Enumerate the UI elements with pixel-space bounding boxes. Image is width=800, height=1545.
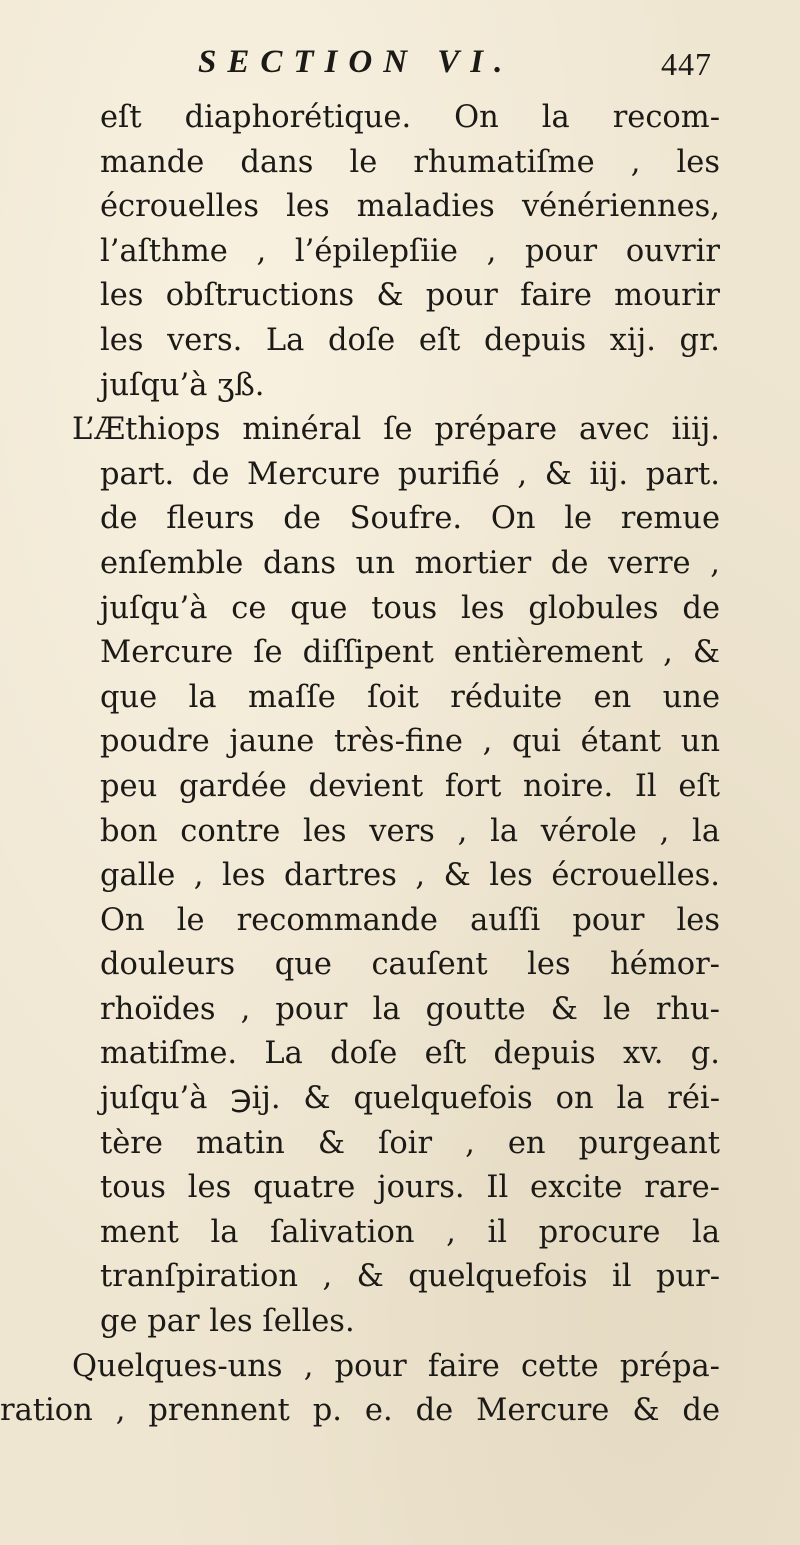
- text-line: tranſpiration , & quelquefois il pur-: [100, 1259, 720, 1295]
- text-line: bon contre les vers , la vérole , la: [100, 813, 720, 849]
- text-line: juſqu’à ʒß.: [100, 367, 265, 403]
- text-line: eſt diaphorétique. On la recom-: [100, 100, 720, 135]
- paragraph-start-line: L’Æthiops minéral ſe prépare avec iiij.: [72, 412, 720, 448]
- text-line: mande dans le rhumatiſme , les: [100, 144, 720, 180]
- text-line: ment la ſalivation , il procure la: [100, 1214, 720, 1250]
- text-line: enſemble dans un mortier de verre ,: [100, 545, 720, 581]
- text-line: rhoïdes , pour la goutte & le rhu-: [100, 991, 720, 1027]
- text-line: tère matin & ſoir , en purgeant: [100, 1125, 720, 1161]
- text-line: matiſme. La doſe eſt depuis xv. g.: [100, 1036, 720, 1072]
- text-line: ge par les ſelles.: [100, 1304, 355, 1340]
- running-head: [198, 44, 718, 94]
- text-line: les obſtructions & pour faire mourir: [100, 278, 720, 314]
- text-line: ration , prennent p. e. de Mercure & de: [0, 1393, 720, 1429]
- text-line: Mercure ſe diſſipent entièrement , &: [100, 635, 720, 671]
- text-line: part. de Mercure purifié , & iij. part.: [100, 456, 720, 492]
- text-line: juſqu’à ce que tous les globules de: [100, 590, 720, 626]
- text-line: On le recommande auſſi pour les: [100, 902, 720, 938]
- text-line: de fleurs de Soufre. On le remue: [100, 501, 720, 537]
- page-number: 447: [661, 46, 712, 82]
- text-line: les vers. La doſe eſt depuis xij. gr.: [100, 322, 720, 358]
- text-line: douleurs que cauſent les hémor-: [100, 947, 720, 983]
- text-line: juſqu’à ℈ij. & quelquefois on la réi-: [100, 1081, 720, 1117]
- text-line: l’aſthme , l’épilepſiie , pour ouvrir: [100, 233, 720, 269]
- text-line: tous les quatre jours. Il excite rare-: [100, 1170, 720, 1206]
- text-line: écrouelles les maladies vénériennes,: [100, 189, 720, 225]
- text-line: que la maſſe ſoit réduite en une: [100, 679, 720, 715]
- section-title: SECTION VI.: [198, 44, 514, 80]
- body-text: [0, 96, 720, 1434]
- text-line: poudre jaune très-fine , qui étant un: [100, 724, 720, 760]
- text-line: peu gardée devient fort noire. Il eſt: [100, 768, 720, 804]
- paragraph-start-line: Quelques-uns , pour faire cette prépa-: [72, 1348, 720, 1384]
- text-line: galle , les dartres , & les écrouelles.: [100, 858, 720, 894]
